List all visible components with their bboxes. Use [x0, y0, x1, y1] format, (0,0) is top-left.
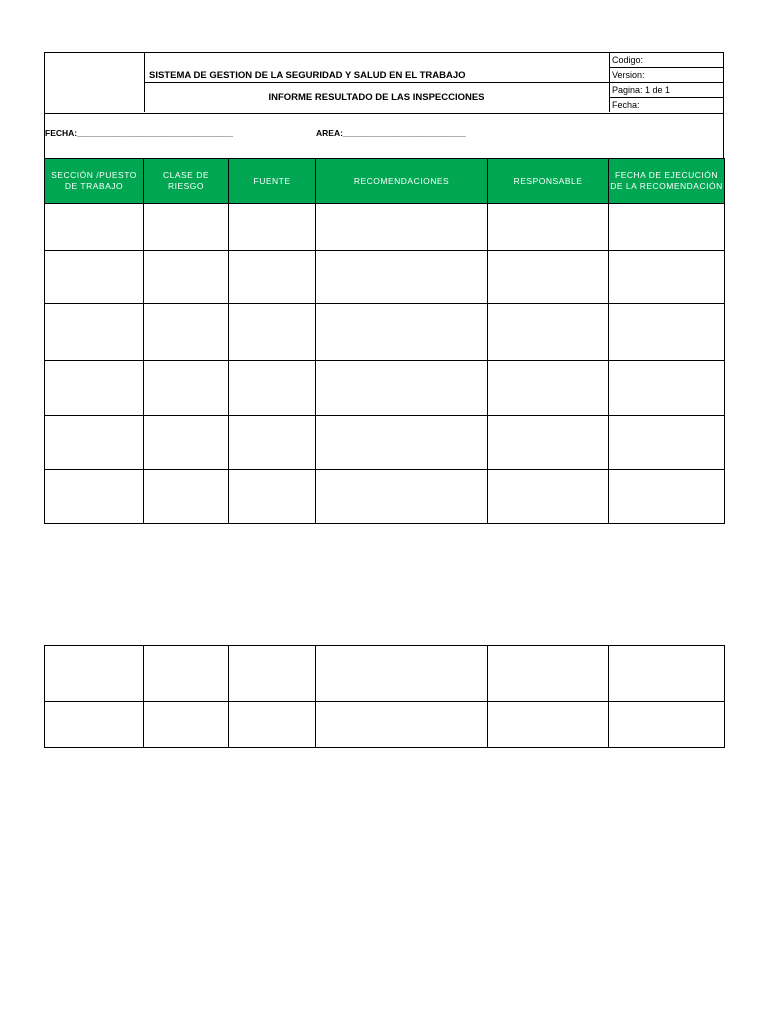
- meta-codigo: Codigo:: [610, 53, 723, 68]
- table-cell[interactable]: [488, 251, 609, 304]
- col-header-fuente: FUENTE: [229, 159, 316, 204]
- table-cell[interactable]: [609, 702, 725, 748]
- table-row: [45, 702, 725, 748]
- table-cell[interactable]: [45, 702, 144, 748]
- col-header-recomendaciones: RECOMENDACIONES: [316, 159, 488, 204]
- table-cell[interactable]: [45, 304, 144, 361]
- table-cell[interactable]: [488, 304, 609, 361]
- table-row: [45, 204, 725, 251]
- inspection-table: [44, 158, 725, 524]
- table-cell[interactable]: [45, 204, 144, 251]
- table-cell[interactable]: [45, 251, 144, 304]
- table-cell[interactable]: [229, 416, 316, 470]
- col-header-seccion: SECCIÓN /PUESTO DE TRABAJO: [45, 159, 144, 204]
- table-cell[interactable]: [488, 702, 609, 748]
- table-cell[interactable]: [144, 702, 229, 748]
- meta-pagina: Pagina: 1 de 1: [610, 83, 723, 98]
- table-row: [45, 646, 725, 702]
- table-cell[interactable]: [144, 204, 229, 251]
- table-cell[interactable]: [609, 251, 725, 304]
- table-cell[interactable]: [229, 204, 316, 251]
- table-cell[interactable]: [229, 304, 316, 361]
- table-cell[interactable]: [144, 646, 229, 702]
- report-title: INFORME RESULTADO DE LAS INSPECCIONES: [268, 92, 485, 103]
- system-title: SISTEMA DE GESTION DE LA SEGURIDAD Y SALUD EN EL TRABAJO: [144, 53, 609, 83]
- table-cell[interactable]: [45, 416, 144, 470]
- col-header-fecha-ejecucion: FECHA DE EJECUCIÓN DE LA RECOMENDACIÓN: [609, 159, 725, 204]
- meta-fecha: Fecha:: [612, 100, 640, 110]
- table-cell[interactable]: [144, 470, 229, 524]
- table-cell[interactable]: [45, 646, 144, 702]
- table-cell[interactable]: [45, 470, 144, 524]
- table-cell[interactable]: [144, 304, 229, 361]
- table-cell[interactable]: [488, 470, 609, 524]
- area-field[interactable]: AREA:__________________________: [316, 128, 466, 138]
- table-header-row: [45, 159, 725, 204]
- info-row: [44, 114, 724, 158]
- table-cell[interactable]: [45, 361, 144, 416]
- table-row: [45, 251, 725, 304]
- table-cell[interactable]: [229, 702, 316, 748]
- table-cell[interactable]: [609, 416, 725, 470]
- table-cell[interactable]: [488, 204, 609, 251]
- table-cell[interactable]: [316, 251, 488, 304]
- table-cell[interactable]: [229, 251, 316, 304]
- meta-version: Version:: [610, 68, 723, 83]
- table-cell[interactable]: [609, 470, 725, 524]
- inspection-report-form: [44, 52, 724, 524]
- table-cell[interactable]: [316, 361, 488, 416]
- document-meta: [609, 53, 723, 112]
- table-cell[interactable]: [609, 361, 725, 416]
- table-cell[interactable]: [316, 702, 488, 748]
- table-cell[interactable]: [316, 470, 488, 524]
- table-cell[interactable]: [316, 646, 488, 702]
- logo-placeholder: [45, 53, 145, 112]
- table-row: [45, 304, 725, 361]
- col-header-clase-riesgo: CLASE DE RIESGO: [144, 159, 229, 204]
- table-cell[interactable]: [229, 646, 316, 702]
- table-cell[interactable]: [488, 416, 609, 470]
- table-cell[interactable]: [488, 361, 609, 416]
- col-header-responsable: RESPONSABLE: [488, 159, 609, 204]
- table-cell[interactable]: [316, 416, 488, 470]
- form-header: [44, 52, 724, 114]
- fecha-field[interactable]: FECHA:_________________________________: [45, 128, 234, 138]
- table-cell[interactable]: [609, 204, 725, 251]
- table-row: [45, 416, 725, 470]
- table-cell[interactable]: [488, 646, 609, 702]
- table-cell[interactable]: [144, 251, 229, 304]
- table-cell[interactable]: [144, 416, 229, 470]
- table-cell[interactable]: [609, 646, 725, 702]
- table-row: [45, 361, 725, 416]
- table-cell[interactable]: [316, 304, 488, 361]
- continuation-table: [44, 645, 725, 748]
- table-cell[interactable]: [609, 304, 725, 361]
- table-cell[interactable]: [229, 470, 316, 524]
- table-cell[interactable]: [316, 204, 488, 251]
- table-cell[interactable]: [144, 361, 229, 416]
- table-row: [45, 470, 725, 524]
- table-cell[interactable]: [229, 361, 316, 416]
